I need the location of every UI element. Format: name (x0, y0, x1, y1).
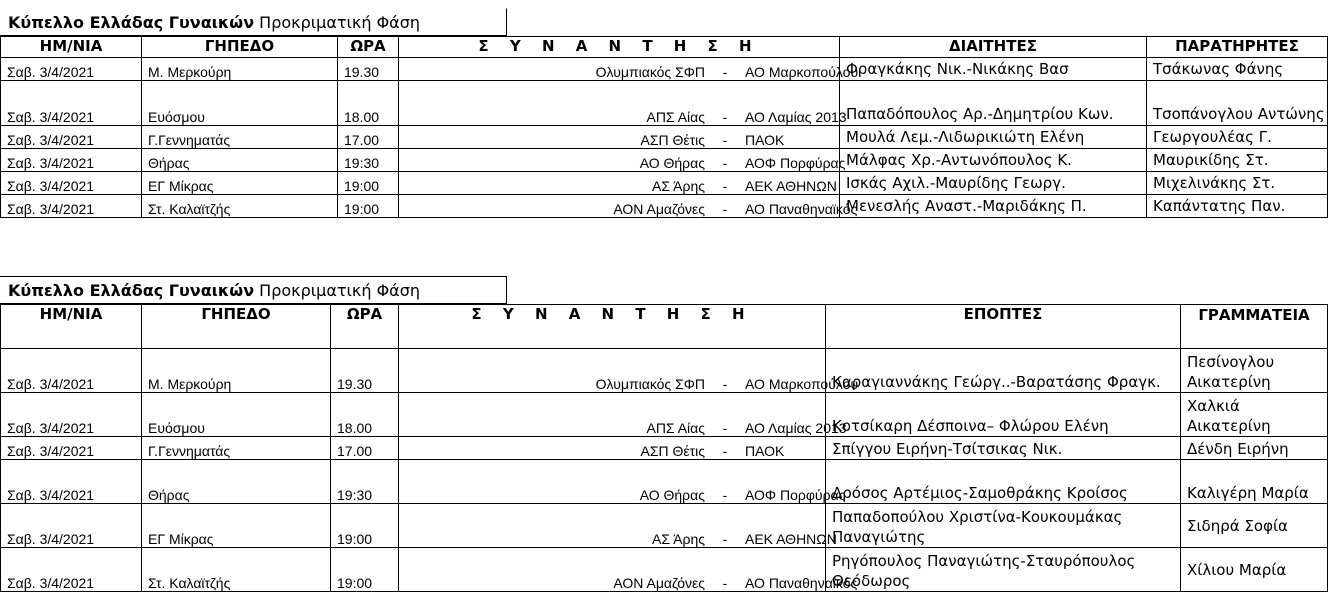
supervisors-cell: Καραγιαννάκης Γεώργ..-Βαρατάσης Φραγκ. (826, 349, 1181, 393)
match-separator: - (722, 575, 728, 591)
match-separator: - (722, 201, 728, 217)
secretary-cell: Χαλκιά Αικατερίνη (1181, 393, 1328, 437)
section2-table (0, 304, 1328, 592)
date-cell: Σαβ. 3/4/2021 (1, 149, 142, 172)
date-cell: Σαβ. 3/4/2021 (1, 349, 142, 393)
header-observers: ΠΑΡΑΤΗΡΗΤΕΣ (1147, 37, 1328, 58)
home-team: ΑΟΝ Αμαζόνες (613, 201, 705, 217)
time-cell: 19.30 (331, 349, 399, 393)
table-row (1, 195, 1328, 218)
table-row (1, 58, 1328, 81)
observer-cell: Τσάκωνας Φάνης (1147, 58, 1328, 81)
match-separator: - (722, 443, 728, 459)
venue-cell: Μ. Μερκούρη (142, 349, 331, 393)
officials-cell: Φραγκάκης Νικ.-Νικάκης Βασ (840, 58, 1147, 81)
header-date: ΗΜ/ΝΙΑ (1, 37, 142, 58)
venue-cell: Γ.Γεννηματάς (142, 437, 331, 460)
match-cell (399, 81, 847, 126)
table-row (1, 81, 1328, 126)
date-cell: Σαβ. 3/4/2021 (1, 504, 142, 548)
date-cell: Σαβ. 3/4/2021 (1, 393, 142, 437)
supervisors-cell: Ρηγόπουλος Παναγιώτης-Σταυρόπουλος Θεόδωρος (826, 548, 1181, 592)
table-row (1, 460, 1328, 504)
header-time: ΩΡΑ (331, 305, 399, 349)
match-cell (399, 126, 840, 149)
section2-title-rest: Προκριματική Φάση (254, 281, 421, 300)
header-secretary: ΓΡΑΜΜΑΤΕΙΑ (1181, 305, 1328, 349)
home-team: ΑΟ Θήρας (639, 155, 705, 171)
match-cell (399, 437, 826, 460)
time-cell: 18.00 (338, 81, 399, 126)
time-cell: 19:30 (331, 460, 399, 504)
observer-cell: Γεωργουλέας Γ. (1147, 126, 1328, 149)
date-cell: Σαβ. 3/4/2021 (1, 460, 142, 504)
venue-cell: Θήρας (142, 460, 331, 504)
officials-cell: Μάλφας Χρ.-Αντωνόπουλος Κ. (840, 149, 1147, 172)
officials-cell: Μουλά Λεμ.-Λιδωρικιώτη Ελένη (840, 126, 1147, 149)
match-separator: - (722, 109, 728, 125)
secretary-cell: Χίλιου Μαρία (1181, 548, 1328, 592)
home-team: ΑΣΠ Θέτις (640, 132, 705, 148)
secretary-cell: Δένδη Ειρήνη (1181, 437, 1328, 460)
table-row (1, 504, 1328, 548)
home-team: ΑΠΣ Αίας (646, 420, 705, 436)
match-separator: - (722, 64, 728, 80)
time-cell: 19.30 (338, 58, 399, 81)
date-cell: Σαβ. 3/4/2021 (1, 548, 142, 592)
home-team: ΑΠΣ Αίας (646, 109, 705, 125)
time-cell: 17.00 (338, 126, 399, 149)
match-separator: - (722, 420, 728, 436)
header-time: ΩΡΑ (338, 37, 399, 58)
observer-cell: Καπάντατης Παν. (1147, 195, 1328, 218)
observer-cell: Τσοπάνογλου Αντώνης (1147, 81, 1328, 126)
secretary-cell: Καλιγέρη Μαρία (1181, 460, 1328, 504)
header-venue: ΓΗΠΕΔΟ (142, 37, 338, 58)
match-cell (399, 548, 858, 592)
observer-cell: Μιχελινάκης Στ. (1147, 172, 1328, 195)
table-row (1, 393, 1328, 437)
match-separator: - (722, 531, 728, 547)
officials-cell: Μενεσλής Αναστ.-Μαριδάκης Π. (840, 195, 1147, 218)
observer-cell: Μαυρικίδης Στ. (1147, 149, 1328, 172)
venue-cell: Ευόσμου (142, 393, 331, 437)
secretary-cell: Σιδηρά Σοφία (1181, 504, 1328, 548)
match-cell (399, 149, 846, 172)
away-team: ΑΟ Μαρκοπούλου (745, 64, 859, 80)
section1-title-rest: Προκριματική Φάση (254, 13, 421, 32)
header-venue: ΓΗΠΕΔΟ (142, 305, 331, 349)
time-cell: 17.00 (331, 437, 399, 460)
officials-cell: Ισκάς Αχιλ.-Μαυρίδης Γεωργ. (840, 172, 1147, 195)
home-team: ΑΟΝ Αμαζόνες (613, 575, 705, 591)
section2-header-row (1, 305, 1328, 349)
table-row (1, 149, 1328, 172)
away-team: ΠΑΟΚ (745, 443, 785, 459)
match-cell (399, 393, 847, 437)
match-cell (399, 172, 840, 195)
time-cell: 19:00 (331, 548, 399, 592)
match-separator: - (722, 132, 728, 148)
section1-title-bold: Κύπελλο Ελλάδας Γυναικών (8, 13, 255, 32)
section2-title-bold: Κύπελλο Ελλάδας Γυναικών (8, 281, 255, 300)
date-cell: Σαβ. 3/4/2021 (1, 58, 142, 81)
table-row (1, 548, 1328, 592)
away-team: ΑΕΚ ΑΘΗΝΩΝ (745, 531, 837, 547)
date-cell: Σαβ. 3/4/2021 (1, 195, 142, 218)
header-officials: ΔΙΑΙΤΗΤΕΣ (840, 37, 1147, 58)
supervisors-cell: Παπαδοπούλου Χριστίνα-Κουκουμάκας Παναγιώτης (826, 504, 1181, 548)
home-team: ΑΟ Θήρας (639, 487, 705, 503)
time-cell: 19:00 (331, 504, 399, 548)
table-row (1, 126, 1328, 149)
match-separator: - (722, 178, 728, 194)
date-cell: Σαβ. 3/4/2021 (1, 172, 142, 195)
home-team: ΑΣΠ Θέτις (640, 443, 705, 459)
secretary-cell: Πεσίνογλου Αικατερίνη (1181, 349, 1328, 393)
time-cell: 19:30 (338, 149, 399, 172)
time-cell: 18.00 (331, 393, 399, 437)
venue-cell: Στ. Καλαϊτζής (142, 195, 338, 218)
match-separator: - (722, 376, 728, 392)
table-row (1, 349, 1328, 393)
away-team: ΑΟ Λαμίας 2013 (745, 109, 847, 125)
header-supervisors: ΕΠΟΠΤΕΣ (826, 305, 1181, 349)
date-cell: Σαβ. 3/4/2021 (1, 126, 142, 149)
table-row (1, 437, 1328, 460)
away-team: ΑΟ Παναθηναϊκός (745, 201, 858, 217)
supervisors-cell: Κοτσίκαρη Δέσποινα– Φλώρου Ελένη (826, 393, 1181, 437)
venue-cell: Γ.Γεννηματάς (142, 126, 338, 149)
header-date: ΗΜ/ΝΙΑ (1, 305, 142, 349)
section1-header-row (1, 37, 1328, 58)
away-team: ΑΟ Παναθηναϊκός (745, 575, 858, 591)
match-separator: - (722, 487, 728, 503)
supervisors-cell: Σπίγγου Ειρήνη-Τσίτσικας Νικ. (826, 437, 1181, 460)
venue-cell: Θήρας (142, 149, 338, 172)
time-cell: 19:00 (338, 195, 399, 218)
match-cell (399, 58, 859, 81)
officials-cell: Παπαδόπουλος Αρ.-Δημητρίου Κων. (840, 81, 1147, 126)
table-row (1, 172, 1328, 195)
section1-title (0, 8, 507, 36)
date-cell: Σαβ. 3/4/2021 (1, 81, 142, 126)
away-team: ΑΕΚ ΑΘΗΝΩΝ (745, 178, 837, 194)
home-team: ΑΣ Άρης (652, 531, 705, 547)
venue-cell: Μ. Μερκούρη (142, 58, 338, 81)
home-team: Ολυμπιακός ΣΦΠ (595, 64, 705, 80)
away-team: ΑΟ Λαμίας 2013 (745, 420, 847, 436)
away-team: ΑΟ Μαρκοπούλου (745, 376, 859, 392)
header-match: Σ Υ Ν Α Ν Τ Η Σ Η (399, 37, 840, 58)
header-match: Σ Υ Ν Α Ν Τ Η Σ Η (399, 305, 826, 349)
venue-cell: ΕΓ Μίκρας (142, 172, 338, 195)
section1-table (0, 36, 1328, 218)
match-cell (399, 195, 858, 218)
away-team: ΑΟΦ Πορφύρας (745, 487, 846, 503)
away-team: ΠΑΟΚ (745, 132, 785, 148)
home-team: Ολυμπιακός ΣΦΠ (595, 376, 705, 392)
section2-title (0, 276, 507, 304)
away-team: ΑΟΦ Πορφύρας (745, 155, 846, 171)
match-separator: - (722, 155, 728, 171)
match-cell (399, 460, 846, 504)
supervisors-cell: Δρόσος Αρτέμιος-Σαμοθράκης Κροίσος (826, 460, 1181, 504)
home-team: ΑΣ Άρης (652, 178, 705, 194)
venue-cell: Στ. Καλαϊτζής (142, 548, 331, 592)
time-cell: 19:00 (338, 172, 399, 195)
match-cell (399, 504, 837, 548)
date-cell: Σαβ. 3/4/2021 (1, 437, 142, 460)
match-cell (399, 349, 859, 393)
venue-cell: Ευόσμου (142, 81, 338, 126)
venue-cell: ΕΓ Μίκρας (142, 504, 331, 548)
